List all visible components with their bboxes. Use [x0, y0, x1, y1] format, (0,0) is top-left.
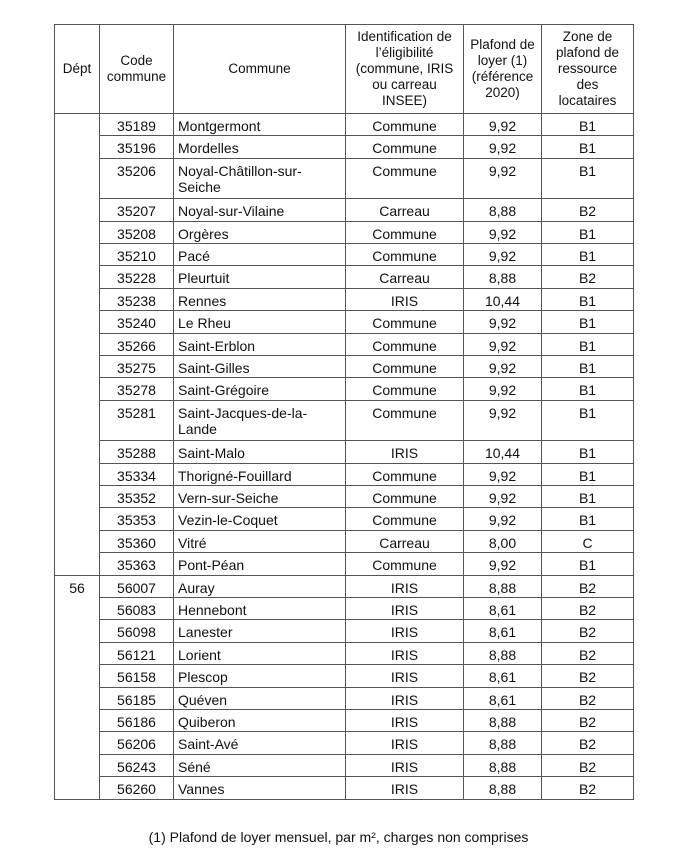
header-commune: Commune	[174, 25, 346, 114]
code-cell: 35189	[100, 114, 174, 136]
table-row	[55, 333, 634, 355]
commune-cell: Saint-Gilles	[174, 356, 346, 378]
table-row	[55, 311, 634, 333]
identification-cell: Commune	[346, 463, 464, 485]
zone-cell: B1	[542, 244, 634, 266]
dept-cell	[55, 114, 100, 576]
zone-cell: B1	[542, 400, 634, 441]
table-row	[55, 642, 634, 664]
zone-cell: B1	[542, 333, 634, 355]
dept-cell: 56	[55, 575, 100, 799]
identification-cell: IRIS	[346, 620, 464, 642]
zone-cell: B1	[542, 441, 634, 463]
code-cell: 35353	[100, 508, 174, 530]
plafond-cell: 9,92	[464, 486, 542, 508]
identification-cell: IRIS	[346, 665, 464, 687]
commune-cell: Saint-Grégoire	[174, 378, 346, 400]
table-row	[55, 136, 634, 158]
plafond-cell: 9,92	[464, 114, 542, 136]
plafond-cell: 8,61	[464, 665, 542, 687]
header-zone-plafond: Zone de plafond de ressource des locataires	[542, 25, 634, 114]
header-plafond-loyer: Plafond de loyer (1) (référence 2020)	[464, 25, 542, 114]
code-cell: 35240	[100, 311, 174, 333]
identification-cell: Carreau	[346, 266, 464, 288]
identification-cell: IRIS	[346, 575, 464, 597]
code-cell: 56098	[100, 620, 174, 642]
identification-cell: Commune	[346, 244, 464, 266]
plafond-cell: 8,88	[464, 642, 542, 664]
code-cell: 35228	[100, 266, 174, 288]
zone-cell: B1	[542, 114, 634, 136]
zone-cell: B1	[542, 486, 634, 508]
code-cell: 35206	[100, 158, 174, 199]
identification-cell: Commune	[346, 333, 464, 355]
commune-cell: Quiberon	[174, 709, 346, 731]
identification-cell: IRIS	[346, 754, 464, 776]
commune-cell: Rennes	[174, 288, 346, 310]
code-cell: 56186	[100, 709, 174, 731]
code-cell: 35208	[100, 221, 174, 243]
header-dept: Dépt	[55, 25, 100, 114]
zone-cell: B1	[542, 463, 634, 485]
identification-cell: IRIS	[346, 709, 464, 731]
table-row	[55, 687, 634, 709]
plafond-cell: 8,88	[464, 732, 542, 754]
identification-cell: IRIS	[346, 687, 464, 709]
plafond-cell: 8,61	[464, 598, 542, 620]
identification-cell: Commune	[346, 114, 464, 136]
zone-cell: B1	[542, 221, 634, 243]
code-cell: 56007	[100, 575, 174, 597]
identification-cell: Commune	[346, 136, 464, 158]
identification-cell: IRIS	[346, 441, 464, 463]
code-cell: 35207	[100, 199, 174, 221]
table-body	[55, 114, 634, 800]
commune-cell: Vitré	[174, 530, 346, 552]
table-row	[55, 288, 634, 310]
identification-cell: Commune	[346, 378, 464, 400]
plafond-cell: 9,92	[464, 400, 542, 441]
identification-cell: Carreau	[346, 530, 464, 552]
header-identification: Identification de l’éligibilité (commune, IRIS ou carreau INSEE)	[346, 25, 464, 114]
commune-cell: Séné	[174, 754, 346, 776]
commune-cell: Thorigné-Fouillard	[174, 463, 346, 485]
commune-cell: Le Rheu	[174, 311, 346, 333]
zone-cell: B2	[542, 732, 634, 754]
commune-cell: Auray	[174, 575, 346, 597]
commune-cell: Mordelles	[174, 136, 346, 158]
zone-cell: B1	[542, 378, 634, 400]
table-row	[55, 244, 634, 266]
plafond-cell: 9,92	[464, 311, 542, 333]
identification-cell: Commune	[346, 486, 464, 508]
code-cell: 56185	[100, 687, 174, 709]
plafond-cell: 8,61	[464, 687, 542, 709]
commune-cell: Quéven	[174, 687, 346, 709]
code-cell: 56121	[100, 642, 174, 664]
identification-cell: IRIS	[346, 732, 464, 754]
plafond-cell: 8,88	[464, 575, 542, 597]
table-row	[55, 356, 634, 378]
commune-cell: Saint-Jacques-de-la-Lande	[174, 400, 346, 441]
plafond-cell: 9,92	[464, 244, 542, 266]
table-row	[55, 378, 634, 400]
zone-cell: C	[542, 530, 634, 552]
identification-cell: Commune	[346, 311, 464, 333]
commune-cell: Pont-Péan	[174, 553, 346, 575]
commune-cell: Pleurtuit	[174, 266, 346, 288]
plafond-cell: 9,92	[464, 158, 542, 199]
zone-cell: B1	[542, 508, 634, 530]
code-cell: 56206	[100, 732, 174, 754]
zone-cell: B1	[542, 356, 634, 378]
code-cell: 35278	[100, 378, 174, 400]
table-row	[55, 754, 634, 776]
eligibility-table	[54, 24, 634, 800]
table-row	[55, 221, 634, 243]
code-cell: 35281	[100, 400, 174, 441]
commune-cell: Pacé	[174, 244, 346, 266]
table-row	[55, 508, 634, 530]
table-row	[55, 732, 634, 754]
commune-cell: Vezin-le-Coquet	[174, 508, 346, 530]
plafond-cell: 8,00	[464, 530, 542, 552]
commune-cell: Montgermont	[174, 114, 346, 136]
identification-cell: Commune	[346, 553, 464, 575]
identification-cell: IRIS	[346, 288, 464, 310]
code-cell: 35275	[100, 356, 174, 378]
code-cell: 35334	[100, 463, 174, 485]
code-cell: 56083	[100, 598, 174, 620]
zone-cell: B1	[542, 158, 634, 199]
zone-cell: B2	[542, 642, 634, 664]
zone-cell: B1	[542, 311, 634, 333]
identification-cell: Commune	[346, 221, 464, 243]
commune-cell: Lorient	[174, 642, 346, 664]
plafond-cell: 10,44	[464, 288, 542, 310]
code-cell: 35238	[100, 288, 174, 310]
identification-cell: Carreau	[346, 199, 464, 221]
table-row	[55, 463, 634, 485]
header-row	[55, 25, 634, 114]
table-row	[55, 158, 634, 199]
plafond-cell: 9,92	[464, 508, 542, 530]
code-cell: 35196	[100, 136, 174, 158]
plafond-cell: 9,92	[464, 221, 542, 243]
code-cell: 35360	[100, 530, 174, 552]
identification-cell: IRIS	[346, 642, 464, 664]
table-row	[55, 777, 634, 799]
table-row	[55, 709, 634, 731]
zone-cell: B2	[542, 598, 634, 620]
plafond-cell: 9,92	[464, 333, 542, 355]
table-row	[55, 575, 634, 597]
table-row	[55, 266, 634, 288]
commune-cell: Saint-Erblon	[174, 333, 346, 355]
plafond-cell: 10,44	[464, 441, 542, 463]
commune-cell: Noyal-Châtillon-sur-Seiche	[174, 158, 346, 199]
zone-cell: B2	[542, 620, 634, 642]
table-row	[55, 486, 634, 508]
code-cell: 35288	[100, 441, 174, 463]
plafond-cell: 9,92	[464, 136, 542, 158]
identification-cell: IRIS	[346, 777, 464, 799]
table-row	[55, 441, 634, 463]
zone-cell: B1	[542, 136, 634, 158]
commune-cell: Hennebont	[174, 598, 346, 620]
zone-cell: B2	[542, 777, 634, 799]
code-cell: 56260	[100, 777, 174, 799]
plafond-cell: 8,88	[464, 777, 542, 799]
table-row	[55, 400, 634, 441]
commune-cell: Vannes	[174, 777, 346, 799]
table-row	[55, 530, 634, 552]
zone-cell: B2	[542, 575, 634, 597]
plafond-cell: 8,61	[464, 620, 542, 642]
commune-cell: Vern-sur-Seiche	[174, 486, 346, 508]
table-row	[55, 114, 634, 136]
code-cell: 35210	[100, 244, 174, 266]
code-cell: 35266	[100, 333, 174, 355]
plafond-cell: 9,92	[464, 463, 542, 485]
identification-cell: Commune	[346, 400, 464, 441]
code-cell: 56243	[100, 754, 174, 776]
plafond-cell: 8,88	[464, 266, 542, 288]
identification-cell: Commune	[346, 158, 464, 199]
plafond-cell: 8,88	[464, 199, 542, 221]
table-row	[55, 199, 634, 221]
plafond-cell: 8,88	[464, 754, 542, 776]
code-cell: 35352	[100, 486, 174, 508]
identification-cell: Commune	[346, 508, 464, 530]
identification-cell: Commune	[346, 356, 464, 378]
zone-cell: B2	[542, 709, 634, 731]
zone-cell: B2	[542, 754, 634, 776]
commune-cell: Lanester	[174, 620, 346, 642]
commune-cell: Orgères	[174, 221, 346, 243]
code-cell: 56158	[100, 665, 174, 687]
plafond-cell: 8,88	[464, 709, 542, 731]
zone-cell: B2	[542, 266, 634, 288]
zone-cell: B2	[542, 199, 634, 221]
zone-cell: B1	[542, 288, 634, 310]
plafond-cell: 9,92	[464, 356, 542, 378]
commune-cell: Noyal-sur-Vilaine	[174, 199, 346, 221]
plafond-cell: 9,92	[464, 553, 542, 575]
table-row	[55, 665, 634, 687]
commune-cell: Plescop	[174, 665, 346, 687]
table-row	[55, 553, 634, 575]
table-row	[55, 598, 634, 620]
code-cell: 35363	[100, 553, 174, 575]
header-code-commune: Code commune	[100, 25, 174, 114]
zone-cell: B1	[542, 553, 634, 575]
commune-cell: Saint-Malo	[174, 441, 346, 463]
plafond-cell: 9,92	[464, 378, 542, 400]
zone-cell: B2	[542, 687, 634, 709]
commune-cell: Saint-Avé	[174, 732, 346, 754]
table-row	[55, 620, 634, 642]
zone-cell: B2	[542, 665, 634, 687]
identification-cell: IRIS	[346, 598, 464, 620]
footnote: (1) Plafond de loyer mensuel, par m², charges non comprises	[148, 829, 529, 845]
